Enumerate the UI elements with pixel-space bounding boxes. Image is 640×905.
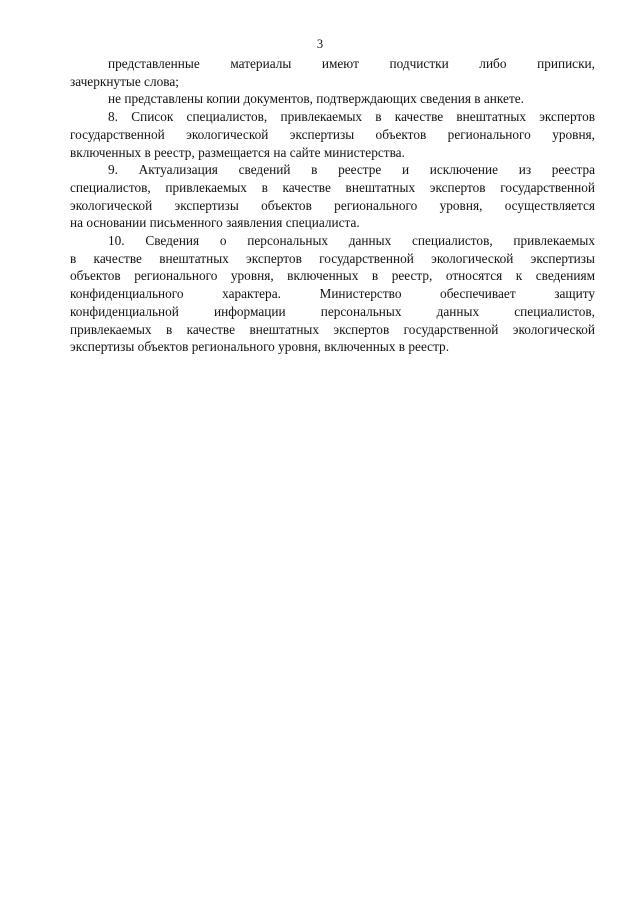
text-line: 9. Актуализация сведений в реестре и исключение из реестра: [108, 162, 595, 178]
page-number: 3: [316, 37, 324, 51]
text-line: на основании письменного заявления специалиста.: [70, 215, 360, 231]
text-line: объектов регионального уровня, включенных в реестр, относятся к сведениям: [70, 268, 595, 284]
text-line: представленные материалы имеют подчистки либо приписки,: [108, 56, 595, 71]
text-line: зачеркнутые слова;: [70, 73, 179, 89]
text-line: привлекаемых в качестве внештатных экспертов государственной экологической: [70, 321, 595, 337]
paragraph-item-10: [70, 232, 595, 356]
text-line: 8. Список специалистов, привлекаемых в качестве внештатных экспертов: [108, 109, 595, 125]
text-line: включенных в реестр, размещается на сайте министерства.: [70, 144, 405, 160]
text-line: конфиденциальной информации персональных данных специалистов,: [70, 303, 595, 319]
text-line: экологической экспертизы объектов регионального уровня, осуществляется: [70, 197, 595, 213]
text-line: не представлены копии документов, подтверждающих сведения в анкете.: [108, 91, 524, 107]
text-line: государственной экологической экспертизы объектов регионального уровня,: [70, 126, 595, 142]
document-body: [70, 55, 595, 356]
text-line: экспертизы объектов регионального уровня, включенных в реестр.: [70, 339, 450, 355]
paragraph-materials-corrections: [70, 55, 595, 90]
paragraph-no-document-copies: [70, 90, 595, 108]
text-line: конфиденциального характера. Министерство обеспечивает защиту: [70, 286, 595, 302]
text-line: в качестве внештатных экспертов государственной экологической экспертизы: [70, 250, 595, 266]
paragraph-item-9: [70, 161, 595, 232]
text-line: 10. Сведения о персональных данных специалистов, привлекаемых: [108, 233, 595, 249]
text-line: специалистов, привлекаемых в качестве внештатных экспертов государственной: [70, 179, 595, 195]
paragraph-item-8: [70, 108, 595, 161]
